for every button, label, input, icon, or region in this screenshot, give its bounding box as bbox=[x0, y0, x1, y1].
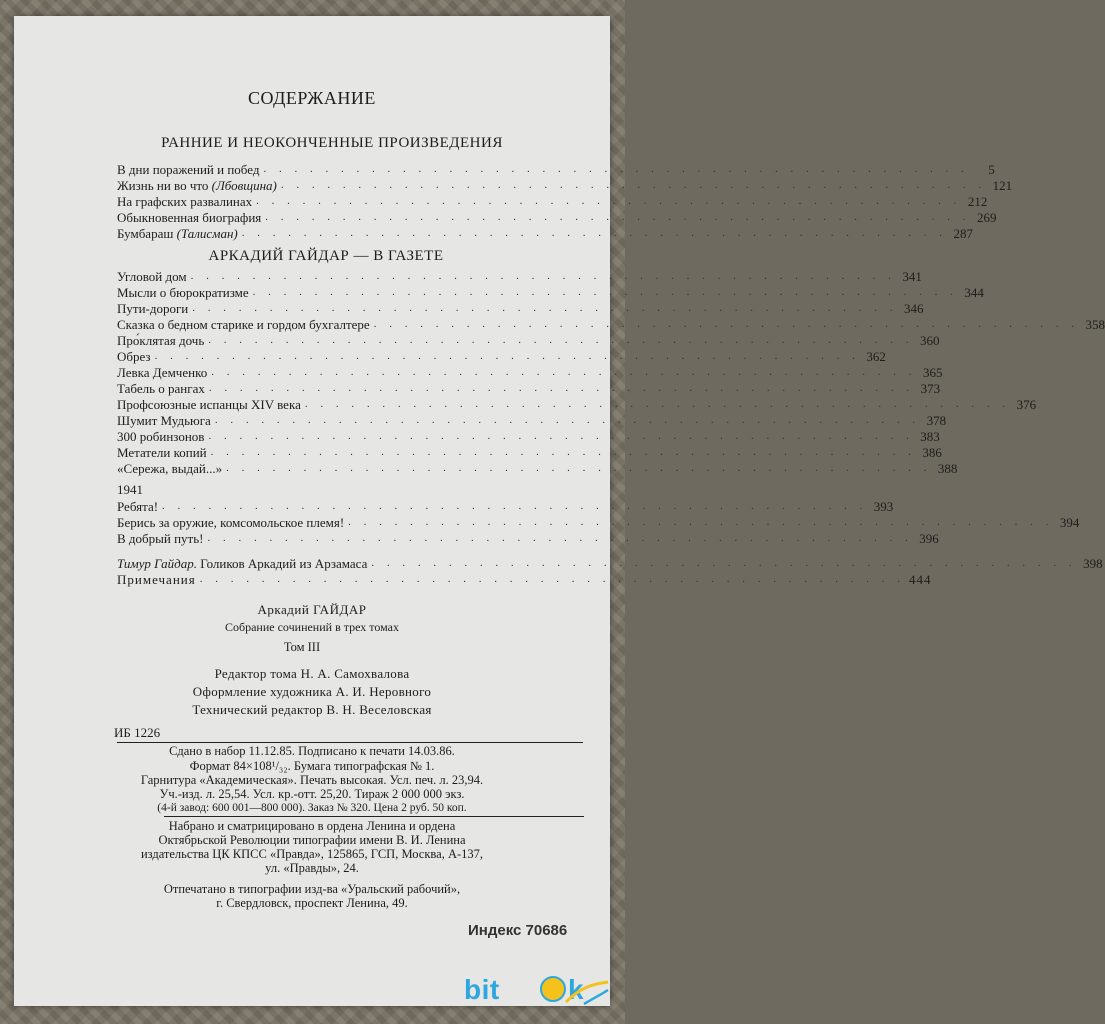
toc-title: Про́клятая дочь bbox=[117, 333, 205, 348]
toc-title: Сказка о бедном старике и гордом бухгалтере bbox=[117, 317, 370, 332]
toc-page: 398 bbox=[1083, 556, 1103, 571]
imprint-volume: Том III bbox=[283, 640, 321, 654]
coin-icon bbox=[540, 976, 566, 1002]
toc-entry bbox=[117, 461, 958, 476]
imprint-index: Индекс 70686 bbox=[468, 922, 568, 939]
toc-entry bbox=[117, 381, 941, 396]
toc-page: 396 bbox=[919, 531, 939, 546]
leader-dots: . . . . . . . . . . . . . . . . . . . . . . . . . . . . . . . . . . . . . . . . . . . . . . bbox=[190, 270, 896, 282]
printer-line: Набрано и сматрицировано в ордена Ленина и ордена bbox=[168, 819, 456, 833]
toc-title: Жизнь ни во что (Лбовщина) bbox=[117, 178, 277, 193]
toc-entry bbox=[117, 572, 932, 587]
leader-dots: . . . . . . . . . . . . . . . . . . . . . . . . . . . . . . . . . . . . . . . . . . . . . . bbox=[208, 334, 914, 346]
printer-line: Октябрьской Революции типографии имени В. И. Ленина bbox=[158, 833, 466, 847]
toc-page: 386 bbox=[922, 445, 942, 460]
toc-page: 362 bbox=[866, 349, 886, 364]
toc-entry bbox=[117, 226, 973, 241]
leader-dots: . . . . . . . . . . . . . . . . . . . . . . . . . . . . . . . . . . . . . . . . . . . . . . bbox=[199, 573, 905, 585]
toc-entry bbox=[117, 499, 894, 514]
toc-title: Мысли о бюрократизме bbox=[117, 285, 249, 300]
printer-line: Отпечатано в типографии изд-ва «Уральский рабочий», bbox=[163, 882, 461, 896]
toc-page: 344 bbox=[964, 285, 984, 300]
toc-title: В добрый путь! bbox=[117, 531, 204, 546]
toc-page: 358 bbox=[1085, 317, 1105, 332]
toc-entry bbox=[117, 162, 995, 177]
leader-dots: . . . . . . . . . . . . . . . . . . . . . . . . . . . . . . . . . . . . . . . . . . . . . . bbox=[226, 462, 932, 474]
leader-dots: . . . . . . . . . . . . . . . . . . . . . . . . . . . . . . . . . . . . . . . . . . . . . . bbox=[373, 318, 1079, 330]
toc-entry bbox=[117, 285, 984, 300]
imprint-line: Формат 84×108¹/₃₂. Бумага типографская № 1. bbox=[189, 759, 435, 773]
imprint-tech-editor: Технический редактор В. Н. Веселовская bbox=[192, 702, 432, 717]
toc-page: 5 bbox=[988, 162, 995, 177]
toc-entry bbox=[117, 301, 924, 316]
toc-entry bbox=[117, 210, 997, 225]
leader-dots: . . . . . . . . . . . . . . . . . . . . . . . . . . . . . . . . . . . . . . . . . . . . . . bbox=[280, 179, 987, 191]
printer-line: ул. «Правды», 24. bbox=[265, 861, 359, 875]
leader-dots: . . . . . . . . . . . . . . . . . . . . . . . . . . . . . . . . . . . . . . . . . . . . . . bbox=[211, 366, 917, 378]
toc-title: На графских развалинах bbox=[117, 194, 253, 209]
toc-page: 360 bbox=[920, 333, 940, 348]
imprint-line: Сдано в набор 11.12.85. Подписано к печати 14.03.86. bbox=[169, 744, 455, 758]
toc-entry bbox=[117, 269, 922, 284]
leader-dots: . . . . . . . . . . . . . . . . . . . . . . . . . . . . . . . . . . . . . . . . . . . . . . bbox=[252, 286, 958, 298]
divider bbox=[164, 816, 584, 817]
toc-title: Шумит Мудьюга bbox=[117, 413, 211, 428]
toc-entry bbox=[117, 413, 947, 428]
toc-page: 269 bbox=[977, 210, 997, 225]
toc-page: 212 bbox=[967, 194, 988, 209]
toc-entry bbox=[117, 445, 942, 460]
printer-line: г. Свердловск, проспект Ленина, 49. bbox=[216, 896, 408, 910]
toc-title: Примечания bbox=[117, 572, 196, 587]
toc-entry bbox=[117, 397, 1037, 412]
section-early-title: РАННИЕ И НЕОКОНЧЕННЫЕ ПРОИЗВЕДЕНИЯ bbox=[161, 135, 503, 151]
toc-entry bbox=[117, 365, 943, 380]
section-newspaper-title: АРКАДИЙ ГАЙДАР — В ГАЗЕТЕ bbox=[208, 248, 444, 264]
leader-dots: . . . . . . . . . . . . . . . . . . . . . . . . . . . . . . . . . . . . . . . . . . . . . . bbox=[214, 414, 921, 426]
leader-dots: . . . . . . . . . . . . . . . . . . . . . . . . . . . . . . . . . . . . . . . . . . . . . . bbox=[256, 195, 962, 207]
leader-dots: . . . . . . . . . . . . . . . . . . . . . . . . . . . . . . . . . . . . . . . . . . . . . . bbox=[263, 163, 969, 175]
book-page bbox=[14, 16, 1105, 1006]
printer-line: издательства ЦК КПСС «Правда», 125865, ГСП, Москва, А-137, bbox=[140, 847, 484, 861]
toc-title: Метатели копий bbox=[117, 445, 207, 460]
imprint-line: (4-й завод: 600 001—800 000). Заказ № 320. Цена 2 руб. 50 коп. bbox=[157, 802, 467, 814]
toc-title: Тимур Гайдар. Голиков Аркадий из Арзамаса bbox=[117, 556, 368, 571]
toc-page: 121 bbox=[992, 178, 1013, 193]
toc-entry bbox=[117, 556, 1103, 571]
leader-dots: . . . . . . . . . . . . . . . . . . . . . . . . . . . . . . . . . . . . . . . . . . . . . . bbox=[207, 532, 913, 544]
imprint-collection: Собрание сочинений в трех томах bbox=[224, 620, 399, 634]
leader-dots: . . . . . . . . . . . . . . . . . . . . . . . . . . . . . . . . . . . . . . . . . . . . . . bbox=[162, 500, 868, 512]
toc-entry bbox=[117, 333, 940, 348]
toc-title: Табель о рангах bbox=[117, 381, 205, 396]
contents-title: СОДЕРЖАНИЕ bbox=[248, 88, 376, 108]
imprint-design: Оформление художника А. И. Неровного bbox=[192, 684, 432, 699]
toc-title: Угловой дом bbox=[117, 269, 187, 284]
imprint-author: Аркадий ГАЙДАР bbox=[257, 602, 367, 617]
toc-entry bbox=[117, 194, 988, 209]
toc-page: 376 bbox=[1016, 397, 1037, 412]
toc-page: 341 bbox=[902, 269, 922, 284]
leader-dots: . . . . . . . . . . . . . . . . . . . . . . . . . . . . . . . . . . . . . . . . . . . . . . bbox=[208, 430, 914, 442]
imprint-editor: Редактор тома Н. А. Самохвалова bbox=[214, 666, 410, 681]
toc-title: Пути-дороги bbox=[117, 301, 189, 316]
watermark-text-right: k bbox=[568, 974, 585, 1005]
leader-dots: . . . . . . . . . . . . . . . . . . . . . . . . . . . . . . . . . . . . . . . . . . . . . . bbox=[208, 382, 915, 394]
toc-page: 373 bbox=[920, 381, 941, 396]
toc-title: Обыкновенная биография bbox=[117, 210, 262, 225]
toc-title: Берись за оружие, комсомольское племя! bbox=[117, 515, 345, 530]
toc-title: Ребята! bbox=[117, 499, 159, 514]
toc-page: 394 bbox=[1059, 515, 1080, 530]
leader-dots: . . . . . . . . . . . . . . . . . . . . . . . . . . . . . . . . . . . . . . . . . . . . . . bbox=[371, 557, 1077, 569]
leader-dots: . . . . . . . . . . . . . . . . . . . . . . . . . . . . . . . . . . . . . . . . . . . . . . bbox=[304, 398, 1011, 410]
toc-title: Бумбараш (Талисман) bbox=[117, 226, 238, 241]
leader-dots: . . . . . . . . . . . . . . . . . . . . . . . . . . . . . . . . . . . . . . . . . . . . . . bbox=[154, 350, 860, 362]
leader-dots: . . . . . . . . . . . . . . . . . . . . . . . . . . . . . . . . . . . . . . . . . . . . . . bbox=[241, 227, 947, 239]
toc-entry bbox=[117, 349, 886, 364]
toc-title: В дни поражений и побед bbox=[117, 162, 260, 177]
toc-page: 383 bbox=[920, 429, 940, 444]
toc-entry bbox=[117, 429, 940, 444]
imprint-line: Уч.-изд. л. 25,54. Усл. кр.-отт. 25,20. Тираж 2 000 000 экз. bbox=[159, 787, 465, 801]
toc-title: Левка Демченко bbox=[117, 365, 208, 380]
swoosh-icon bbox=[564, 980, 610, 1006]
toc-page: 444 bbox=[908, 572, 932, 587]
section-1941-title: 1941 bbox=[117, 482, 143, 497]
toc-page: 378 bbox=[926, 413, 947, 428]
toc-page: 393 bbox=[873, 499, 894, 514]
toc-title: Профсоюзные испанцы XIV века bbox=[117, 397, 301, 412]
leader-dots: . . . . . . . . . . . . . . . . . . . . . . . . . . . . . . . . . . . . . . . . . . . . . . bbox=[192, 302, 898, 314]
toc-page: 388 bbox=[937, 461, 958, 476]
toc-title: «Сережа, выдай...» bbox=[117, 461, 223, 476]
watermark-logo bbox=[464, 970, 614, 1012]
toc-page: 365 bbox=[922, 365, 943, 380]
toc-entry bbox=[117, 515, 1080, 530]
leader-dots: . . . . . . . . . . . . . . . . . . . . . . . . . . . . . . . . . . . . . . . . . . . . . . bbox=[265, 211, 971, 223]
divider bbox=[117, 742, 583, 743]
toc-page: 287 bbox=[953, 226, 973, 241]
toc-title: Обрез bbox=[117, 349, 151, 364]
toc-entry bbox=[117, 317, 1105, 332]
watermark-text-left: bit bbox=[464, 974, 500, 1005]
toc-entry bbox=[117, 178, 1013, 193]
leader-dots: . . . . . . . . . . . . . . . . . . . . . . . . . . . . . . . . . . . . . . . . . . . . . . bbox=[348, 516, 1054, 528]
toc-title: 300 робинзонов bbox=[117, 429, 205, 444]
toc-entry bbox=[117, 531, 939, 546]
toc-page: 346 bbox=[904, 301, 924, 316]
leader-dots: . . . . . . . . . . . . . . . . . . . . . . . . . . . . . . . . . . . . . . . . . . . . . . bbox=[210, 446, 916, 458]
imprint-ib: ИБ 1226 bbox=[114, 725, 161, 740]
imprint-line: Гарнитура «Академическая». Печать высокая. Усл. печ. л. 23,94. bbox=[140, 773, 484, 787]
